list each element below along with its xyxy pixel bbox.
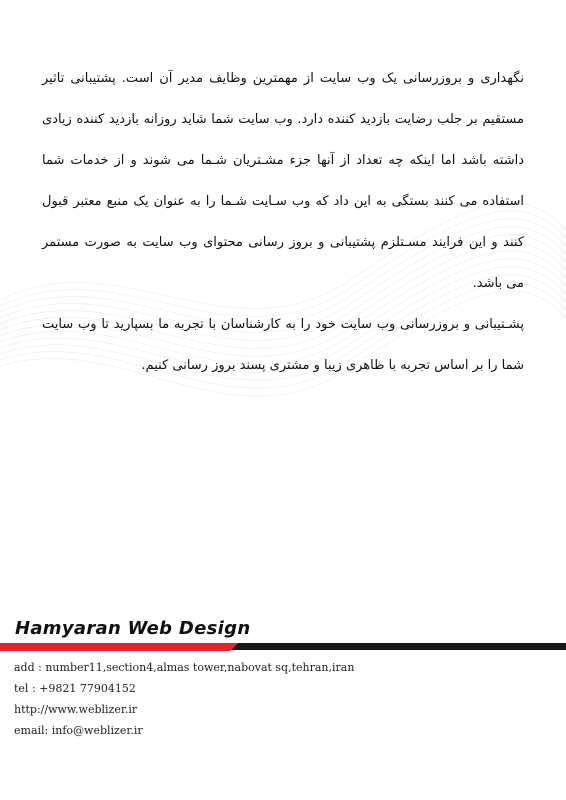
brand-name: Hamyaran Web Design	[15, 618, 251, 639]
divider-black-bar	[231, 643, 566, 650]
divider-red-bar	[0, 643, 238, 651]
contact-email[interactable]: email: info@weblizer.ir	[14, 724, 143, 737]
contact-address: add : number11,section4,almas tower,nabovat sq,tehran,iran	[14, 661, 355, 674]
article-body	[42, 58, 524, 386]
article-paragraph: پشـتیبانی و بروزرسانی وب سایت خود را به کارشناسان با تجربه ما بسپارید تا وب سایت شما را بر اساس تجربه با ظاهری زیبا و مشتری پسند بروز رسانی کنیم.	[42, 317, 524, 373]
footer-divider	[0, 643, 566, 653]
article-paragraph: نگهداری و بروزرسانی یک وب سایت از مهمترین وظایف مدیر آن است. پشتیبانی تاثیر مستقیم بر جلب رضایت بازدید کننده دارد. وب سایت شما شاید روزانه بازدید کننده زیادی داشته باشد اما اینکه چه تعداد از آنها جزء مشـتریان شـما می شوند و از خدمات شما استفاده می کنند بستگی به این داد که وب سـایت شـما را به عنوان یک منبع معتبر قبول کنند و این فرایند مسـتلزم پشتیبانی و بروز رسانی محتوای وب سایت به صورت مستمر می باشد.	[42, 71, 524, 291]
contact-phone: tel : +9821 77904152	[14, 682, 136, 695]
contact-info	[14, 657, 434, 741]
contact-website[interactable]: http://www.weblizer.ir	[14, 703, 138, 716]
